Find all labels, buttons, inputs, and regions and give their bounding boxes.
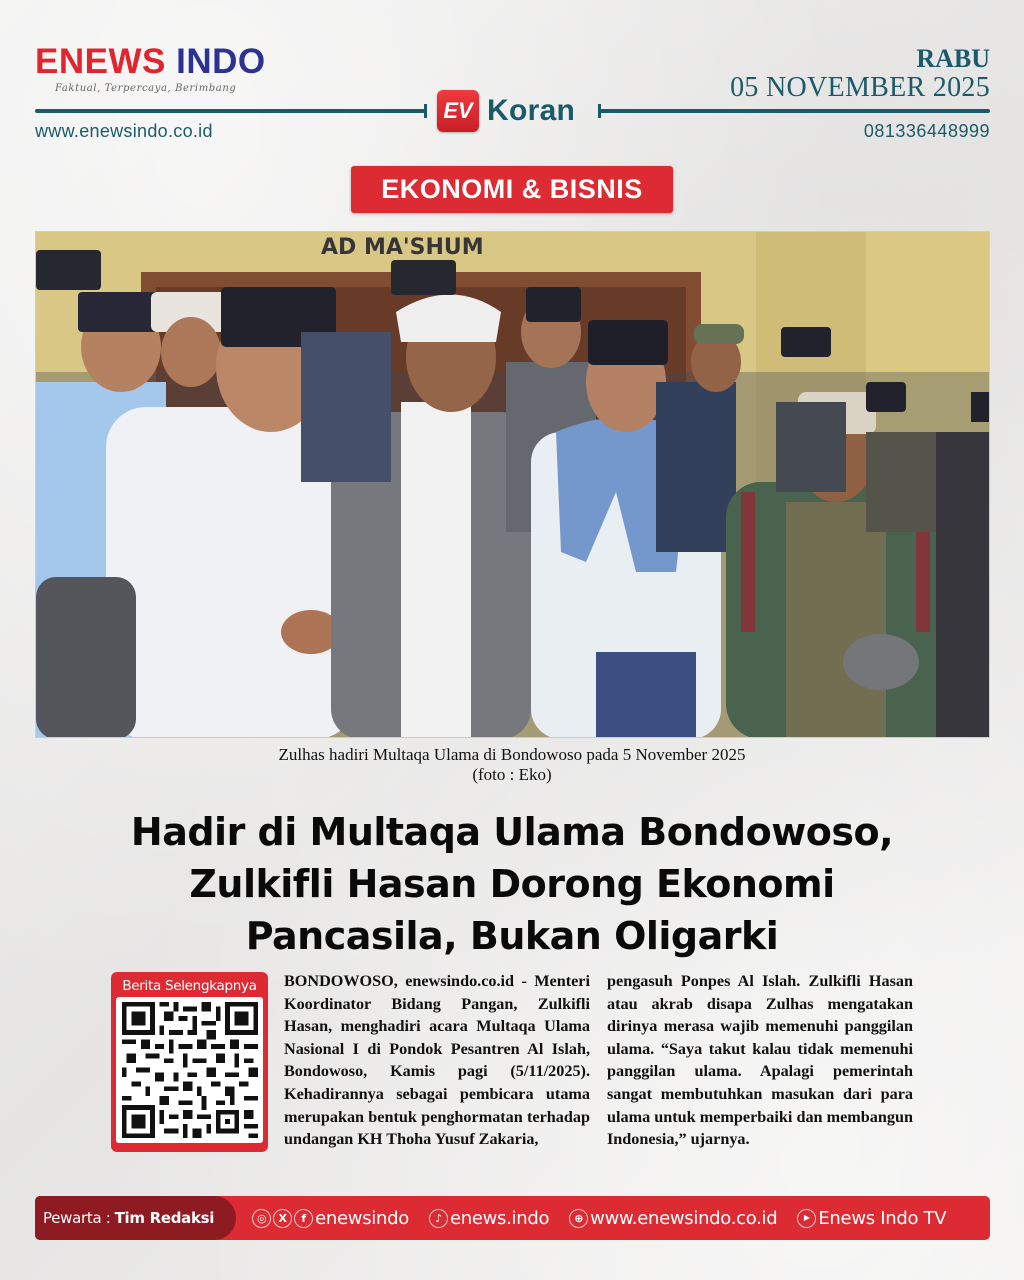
header-divider-left [35,109,425,113]
svg-text:AD MA'SHUM: AD MA'SHUM [321,235,484,260]
social-handle[interactable]: enewsindo [315,1207,409,1229]
social-group-tiktok[interactable] [429,1208,549,1229]
article-column-1: BONDOWOSO, enewsindo.co.id - Menteri Koordinator Bidang Pangan, Zulkifli Hasan, menghadiri acara Multaqa Ulama Nasional I di Pondok Pesantren Al Islah, Bondowoso, Kamis pagi (5/11/2025). Kehadirannya sebagai pembicara utama merupakan bentuk penghormatan terhadap undangan KH Thoha Yusuf Zakaria, [284,972,590,1149]
header-divider-right [598,109,990,113]
phone-number: 081336448999 [863,121,990,141]
headline-line-1: Hadir di Multaqa Ulama Bondowoso, [130,810,894,854]
footer-bar [35,1196,990,1240]
article-column-2: pengasuh Ponpes Al Islah. Zulkifli Hasan atau akrab disapa Zulhas mengatakan dirinya merasa wajib memenuhi panggilan ulama. “Saya takut kalau tidak memenuhi panggilan ulama. Apalagi pemerintah sangat membutuhkan masukan dari para ulama untuk memperbaiki dan membangun Indonesia,” ujarnya. [607,972,913,1149]
social-group-website[interactable] [569,1208,777,1229]
youtube-icon[interactable]: ▶ [797,1209,816,1228]
ev-logo-icon: EV [437,90,479,132]
brand-name-part2: INDO [176,42,266,81]
social-group-enewsindo[interactable] [252,1208,409,1229]
publication-date [730,46,990,102]
x-icon[interactable]: X [273,1209,292,1228]
tiktok-icon[interactable]: ♪ [429,1209,448,1228]
globe-icon[interactable]: ⊕ [569,1209,588,1228]
tagline: Faktual, Terpercaya, Berimbang [55,83,237,94]
date: 05 NOVEMBER 2025 [730,72,990,103]
social-handle[interactable]: enews.indo [449,1207,550,1229]
photo-caption [0,745,1024,786]
brand-name [35,44,266,79]
category-badge: EKONOMI & BISNIS [351,166,673,213]
day-of-week: RABU [916,44,990,73]
reporter-label: Pewarta : [43,1209,111,1227]
reporter-credit [35,1196,236,1240]
reporter-name: Tim Redaksi [114,1209,215,1227]
headline-line-3: Pancasila, Bukan Oligarki [245,914,779,958]
social-handle[interactable]: Enews Indo TV [818,1207,947,1229]
edition-label: Koran [487,94,576,127]
social-group-youtube[interactable] [797,1208,946,1229]
photo-credit: (foto : Eko) [472,765,552,785]
instagram-icon[interactable]: ◎ [252,1209,271,1228]
brand-name-part1: ENEWS [35,42,166,81]
headline [40,806,984,962]
headline-line-2: Zulkifli Hasan Dorong Ekonomi [189,862,835,906]
edition-logo [437,90,575,132]
website-link[interactable]: www.enewsindo.co.id [35,121,213,141]
caption-text: Zulhas hadiri Multaqa Ulama di Bondowoso pada 5 November 2025 [278,745,746,764]
brand-logo [35,44,266,94]
news-photo [35,231,990,738]
read-more-qr[interactable] [111,972,268,1152]
facebook-icon[interactable]: f [294,1209,313,1228]
qr-code-icon[interactable] [116,997,263,1143]
qr-label: Berita Selengkapnya [122,978,257,994]
social-handle[interactable]: www.enewsindo.co.id [590,1207,778,1229]
divider-cap [424,104,427,118]
social-links [252,1208,966,1229]
